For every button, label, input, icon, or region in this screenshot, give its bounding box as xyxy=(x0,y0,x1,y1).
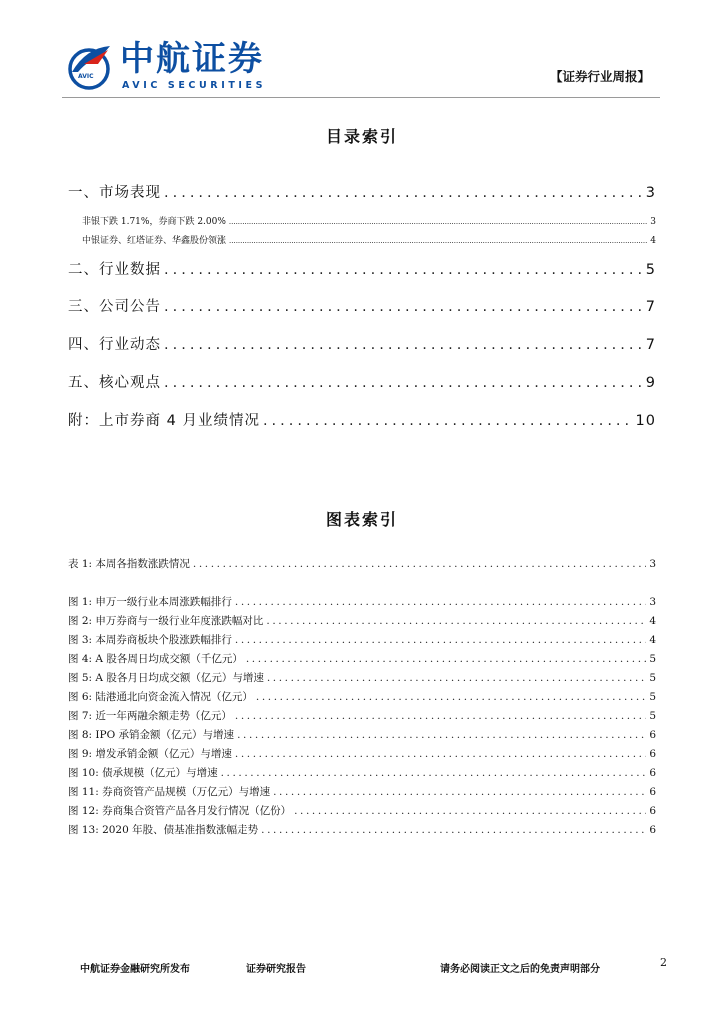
toc-entry[interactable] xyxy=(68,181,656,202)
figure-entry-label: 图 7: 近一年两融余额走势（亿元） xyxy=(68,710,232,722)
dot-leader xyxy=(221,767,647,779)
toc-entry[interactable] xyxy=(68,333,656,354)
toc-entry[interactable] xyxy=(68,258,656,279)
dot-leader xyxy=(246,653,646,665)
figure-entry-page: 5 xyxy=(649,672,656,684)
figure-entry[interactable] xyxy=(68,765,656,780)
toc-entry-label: 附：上市券商 4 月业绩情况 xyxy=(68,413,260,429)
figure-entry[interactable] xyxy=(68,632,656,647)
report-type-label: 【证券行业周报】 xyxy=(549,69,650,84)
figure-entry-label: 表 1: 本周各指数涨跌情况 xyxy=(68,558,190,570)
toc-entry-label: 二、行业数据 xyxy=(68,262,161,278)
toc-entry-page: 9 xyxy=(645,375,656,391)
footer-doc-type: 证券研究报告 xyxy=(246,964,306,975)
toc-title: 目录索引 xyxy=(325,127,398,146)
footer-publisher: 中航证券金融研究所发布 xyxy=(80,964,190,975)
toc-entry-label: 中银证券、红塔证券、华鑫股份领涨 xyxy=(82,236,227,246)
toc-entry-label: 五、核心观点 xyxy=(68,375,161,391)
figure-entry-label: 图 5: A 股各月日均成交额（亿元）与增速 xyxy=(68,672,264,684)
dot-leader xyxy=(266,615,646,627)
figure-entry-page: 4 xyxy=(649,634,656,646)
dot-leader xyxy=(235,710,646,722)
figures-index-title: 图表索引 xyxy=(325,510,398,529)
dot-leader xyxy=(235,748,646,760)
dot-leader xyxy=(164,375,643,391)
figure-entry-page: 6 xyxy=(649,786,656,798)
dot-leader xyxy=(164,299,643,315)
logo-text: AVIC xyxy=(78,73,94,80)
dot-leader xyxy=(273,786,646,798)
avic-logo-icon xyxy=(64,42,114,92)
toc-entry[interactable] xyxy=(68,409,656,430)
figure-entry-label: 图 4: A 股各周日均成交额（千亿元） xyxy=(68,653,243,665)
figure-entry-label: 图 11: 券商资管产品规模（万亿元）与增速 xyxy=(68,786,271,798)
figure-entry-label: 图 10: 债承规模（亿元）与增速 xyxy=(68,767,218,779)
toc-entry-page: 7 xyxy=(645,337,656,353)
toc-entry-label: 一、市场表现 xyxy=(68,185,161,201)
dot-leader xyxy=(229,218,647,226)
dot-leader xyxy=(261,824,646,836)
figure-entry-label: 图 3: 本周券商板块个股涨跌幅排行 xyxy=(68,634,232,646)
figure-entry-page: 3 xyxy=(649,558,656,570)
dot-leader xyxy=(229,237,647,245)
toc-subentry[interactable] xyxy=(68,233,656,246)
footer-disclaimer: 请务必阅读正文之后的免责声明部分 xyxy=(440,964,600,975)
page-number: 2 xyxy=(660,956,667,969)
header-divider xyxy=(62,97,660,98)
figure-entry-page: 6 xyxy=(649,748,656,760)
toc-subentry[interactable] xyxy=(68,214,656,227)
figure-entry[interactable] xyxy=(68,708,656,723)
figure-entry-label: 图 9: 增发承销金额（亿元）与增速 xyxy=(68,748,232,760)
toc-entry-page: 10 xyxy=(635,413,656,429)
dot-leader xyxy=(193,558,646,570)
figure-entry[interactable] xyxy=(68,556,656,571)
figure-entry-page: 5 xyxy=(649,691,656,703)
toc-entry[interactable] xyxy=(68,371,656,392)
figure-entry[interactable] xyxy=(68,803,656,818)
dot-leader xyxy=(256,691,646,703)
figure-entry-label: 图 6: 陆港通北向资金流入情况（亿元） xyxy=(68,691,253,703)
figure-entry-page: 6 xyxy=(649,805,656,817)
figure-entry-page: 6 xyxy=(649,767,656,779)
figure-entry-label: 图 8: IPO 承销金额（亿元）与增速 xyxy=(68,729,235,741)
figure-entry-page: 3 xyxy=(649,596,656,608)
dot-leader xyxy=(237,729,646,741)
page-header xyxy=(0,0,724,100)
toc-entry-page: 3 xyxy=(650,217,656,227)
figure-entry[interactable] xyxy=(68,746,656,761)
figure-entry-page: 5 xyxy=(649,653,656,665)
toc-entry-label: 三、公司公告 xyxy=(68,299,161,315)
dot-leader xyxy=(235,634,646,646)
toc-entry-page: 7 xyxy=(645,299,656,315)
figure-entry-label: 图 13: 2020 年股、债基准指数涨幅走势 xyxy=(68,824,259,836)
figure-entry-page: 6 xyxy=(649,824,656,836)
figure-entry-label: 图 12: 券商集合资管产品各月发行情况（亿份） xyxy=(68,805,292,817)
toc-entry-page: 3 xyxy=(645,185,656,201)
toc-entry[interactable] xyxy=(68,295,656,316)
figure-entry[interactable] xyxy=(68,613,656,628)
dot-leader xyxy=(164,262,643,278)
figure-entry[interactable] xyxy=(68,594,656,609)
figure-entry-page: 4 xyxy=(649,615,656,627)
figure-entry[interactable] xyxy=(68,822,656,837)
toc-entry-page: 4 xyxy=(650,236,656,246)
dot-leader xyxy=(164,337,643,353)
figure-entry[interactable] xyxy=(68,727,656,742)
page-footer xyxy=(0,960,724,980)
dot-leader xyxy=(164,185,643,201)
dot-leader xyxy=(263,413,633,429)
figure-entry-label: 图 1: 申万一级行业本周涨跌幅排行 xyxy=(68,596,232,608)
figure-entry[interactable] xyxy=(68,670,656,685)
figure-entry[interactable] xyxy=(68,784,656,799)
toc-entry-page: 5 xyxy=(645,262,656,278)
dot-leader xyxy=(294,805,646,817)
figure-entry-label: 图 2: 申万券商与一级行业年度涨跌幅对比 xyxy=(68,615,264,627)
toc-entry-label: 非银下跌 1.71%，券商下跌 2.00% xyxy=(82,217,226,227)
dot-leader xyxy=(267,672,646,684)
figure-entry-page: 5 xyxy=(649,710,656,722)
brand-name-en: AVIC SECURITIES xyxy=(122,80,267,91)
figure-entry[interactable] xyxy=(68,651,656,666)
brand-name-cn: 中航证券 xyxy=(120,39,264,79)
figure-entry[interactable] xyxy=(68,689,656,704)
dot-leader xyxy=(235,596,646,608)
toc-entry-label: 四、行业动态 xyxy=(68,337,161,353)
figure-entry-page: 6 xyxy=(649,729,656,741)
